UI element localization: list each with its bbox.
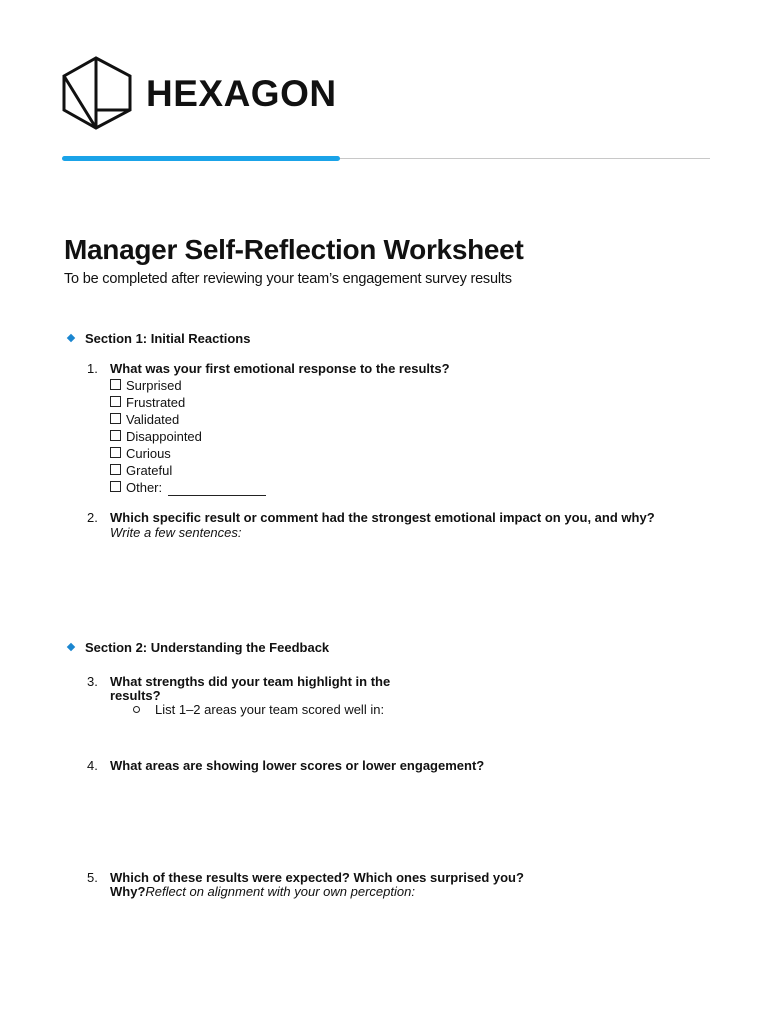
diamond-bullet-icon [67,334,75,342]
section-2-label: Section 2: Understanding the Feedback [85,640,330,655]
section-2-heading [68,640,329,656]
section-1-heading [68,331,250,347]
page-title: Manager Self-Reflection Worksheet [64,234,524,265]
question-2-prompt: Write a few sentences: [110,525,242,540]
question-5-text-line2: Why?Reflect on alignment with your own perception: [110,884,415,899]
question-3-number: 3. [87,674,98,689]
checkbox-icon[interactable] [110,396,121,407]
option-grateful[interactable]: Grateful [110,462,266,479]
section-1-label: Section 1: Initial Reactions [85,331,251,346]
checkbox-icon[interactable] [110,430,121,441]
question-3-bullet: List 1–2 areas your team scored well in: [133,702,384,718]
question-5-number: 5. [87,870,98,885]
hexagon-logo-icon [62,56,132,130]
question-3-text-line1: What strengths did your team highlight in the [110,674,391,689]
question-4-number: 4. [87,758,98,773]
option-disappointed[interactable]: Disappointed [110,428,266,445]
circle-bullet-icon [133,706,140,713]
question-1-number: 1. [87,361,98,376]
checkbox-icon[interactable] [110,464,121,475]
checkbox-icon[interactable] [110,481,121,492]
question-5-text-line1: Which of these results were expected? Which ones surprised you? [110,870,524,885]
question-4-text: What areas are showing lower scores or lower engagement? [110,758,485,773]
question-1-options [110,377,266,496]
option-validated[interactable]: Validated [110,411,266,428]
header-accent-bar [62,156,340,161]
diamond-bullet-icon [67,643,75,651]
checkbox-icon[interactable] [110,413,121,424]
page-subtitle: To be completed after reviewing your team’s engagement survey results [64,271,512,287]
option-surprised[interactable]: Surprised [110,377,266,394]
option-other[interactable]: Other: [110,479,266,496]
checkbox-icon[interactable] [110,379,121,390]
brand-name: HEXAGON [146,73,337,114]
option-curious[interactable]: Curious [110,445,266,462]
question-2-text: Which specific result or comment had the strongest emotional impact on you, and why? [110,510,655,525]
question-1-text: What was your first emotional response to the results? [110,361,450,376]
checkbox-icon[interactable] [110,447,121,458]
question-2-number: 2. [87,510,98,525]
other-blank-line[interactable] [168,483,266,496]
option-frustrated[interactable]: Frustrated [110,394,266,411]
question-3-text-line2: results? [110,688,161,703]
